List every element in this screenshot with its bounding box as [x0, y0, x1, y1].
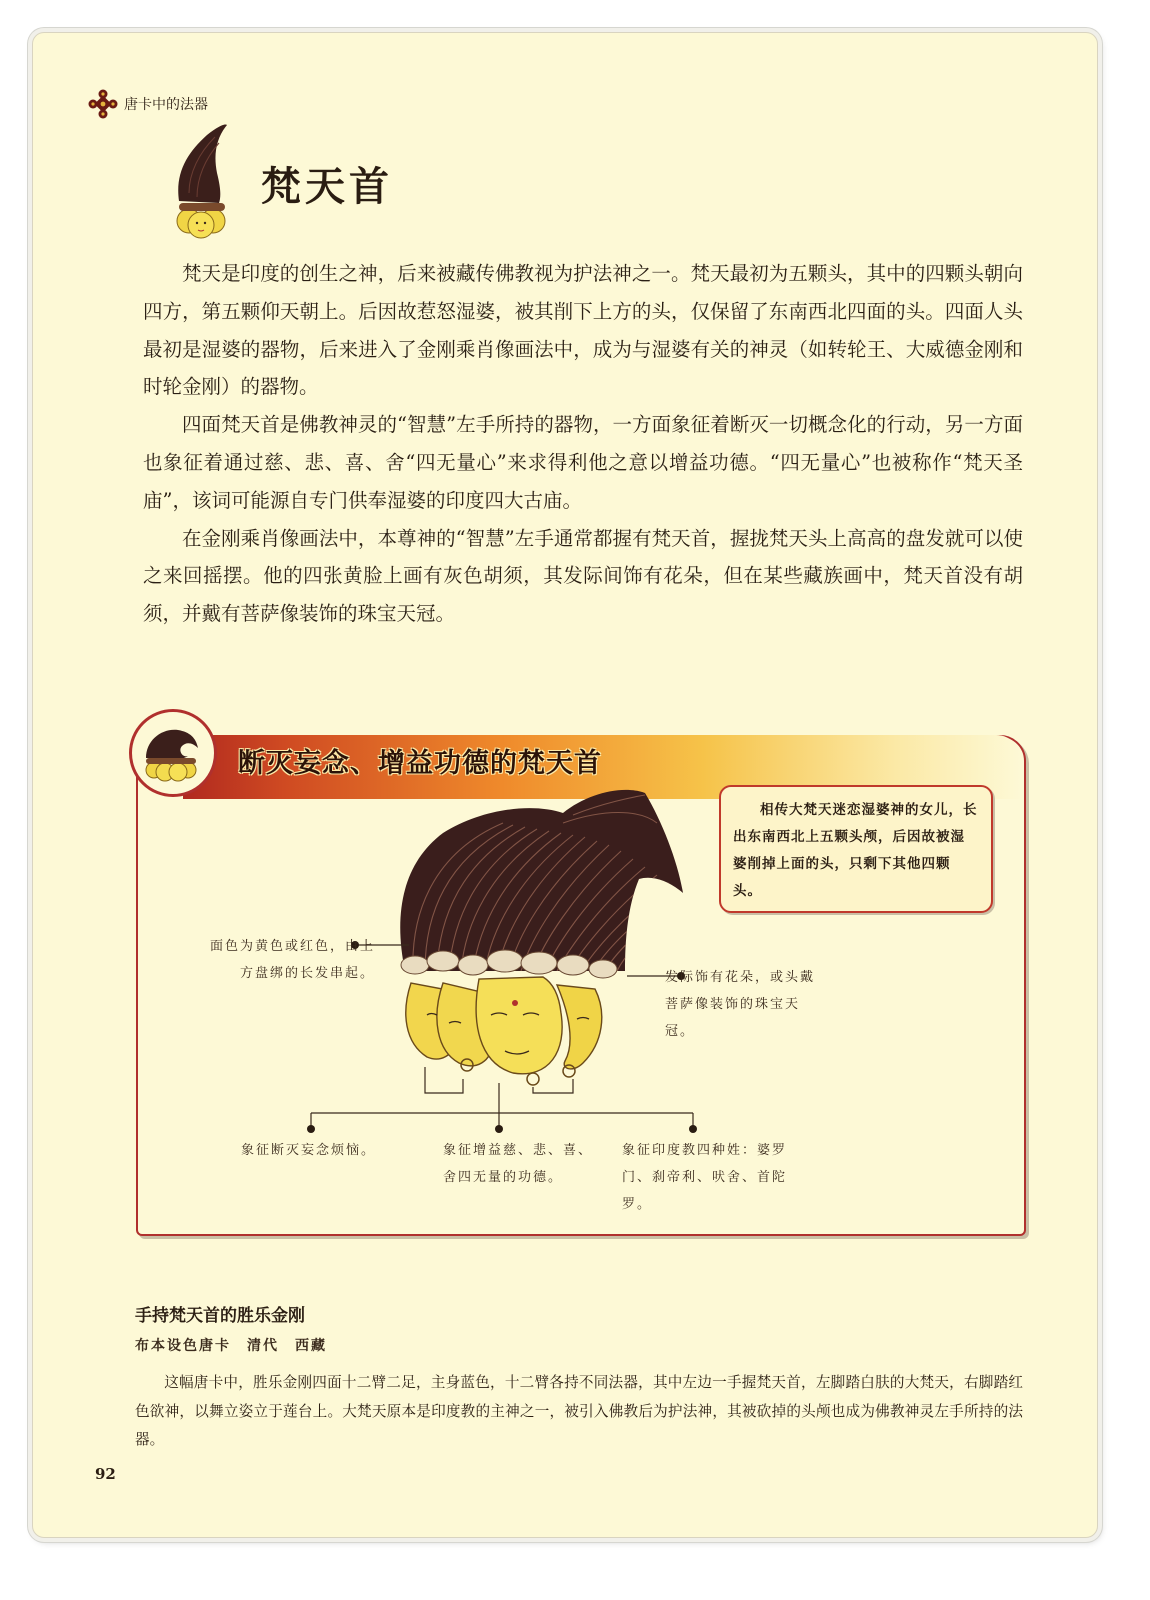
hair-topknot	[400, 790, 683, 971]
caption-title: 手持梵天首的胜乐金刚	[135, 1306, 305, 1326]
annotation-face-color: 面色为黄色或红色，由上方盘绑的长发串起。	[209, 939, 375, 981]
annotation-meaning-1: 象征断灭妄念烦恼。	[241, 1143, 377, 1158]
diagram-title: 断灭妄念、增益功德的梵天首	[238, 748, 602, 779]
annotation-crown: 发际饰有花朵，或头戴菩萨像装饰的珠宝天冠。	[665, 970, 816, 1039]
callout-text: 相传大梵天迷恋湿婆神的女儿，长出东南西北上五颗头颅，后因故被湿婆削掉上面的头，只剩下其他四颗头。	[733, 802, 978, 899]
caption-subtitle: 布本设色唐卡 清代 西藏	[135, 1338, 327, 1354]
annotation-meaning-2: 象征增益慈、悲、喜、舍四无量的功德。	[443, 1143, 594, 1185]
body-paragraph-2: 四面梵天首是佛教神灵的“智慧”左手所持的器物，一方面象征着断灭一切概念化的行动，另一方面也象征着通过慈、悲、喜、舍“四无量心”来求得利他之意以增益功德。“四无量心”也被称作“梵天圣庙”，该词可能源自专门供奉湿婆的印度四大古庙。	[143, 413, 1023, 512]
body-paragraph-3: 在金刚乘肖像画法中，本尊神的“智慧”左手通常都握有梵天首，握拢梵天头上高高的盘发就可以使之来回摇摆。他的四张黄脸上画有灰色胡须，其发际间饰有花朵，但在某些藏族画中，梵天首没有胡须，并戴有菩萨像装饰的珠宝天冠。	[143, 526, 1023, 626]
running-header-title: 唐卡中的法器	[124, 97, 208, 113]
book-page	[32, 32, 1098, 1538]
annotation-meaning-3: 象征印度教四种姓：婆罗门、刹帝利、吠舍、首陀罗。	[622, 1143, 788, 1212]
body-paragraph-1: 梵天是印度的创生之神，后来被藏传佛教视为护法神之一。梵天最初为五颗头，其中的四颗头朝向四方，第五颗仰天朝上。后因故惹怒湿婆，被其削下上方的头，仅保留了东南西北四面的头。四面人头最初是湿婆的器物，后来进入了金刚乘肖像画法中，成为与湿婆有关的神灵（如转轮王、大威德金刚和时轮金刚）的器物。	[143, 262, 1023, 399]
page-number: 92	[95, 1465, 116, 1483]
page-title: 梵天首	[261, 163, 393, 210]
caption-text: 这幅唐卡中，胜乐金刚四面十二臂二足，主身蓝色，十二臂各持不同法器，其中左边一手握梵天首，左脚踏白肤的大梵天，右脚踏红色欲神，以舞立姿立于莲台上。大梵天原本是印度教的主神之一，被引入佛教后为护法神，其被砍掉的头颅也成为佛教神灵左手所持的法器。	[135, 1374, 1023, 1448]
face-right	[557, 985, 602, 1069]
face-front	[476, 977, 562, 1074]
